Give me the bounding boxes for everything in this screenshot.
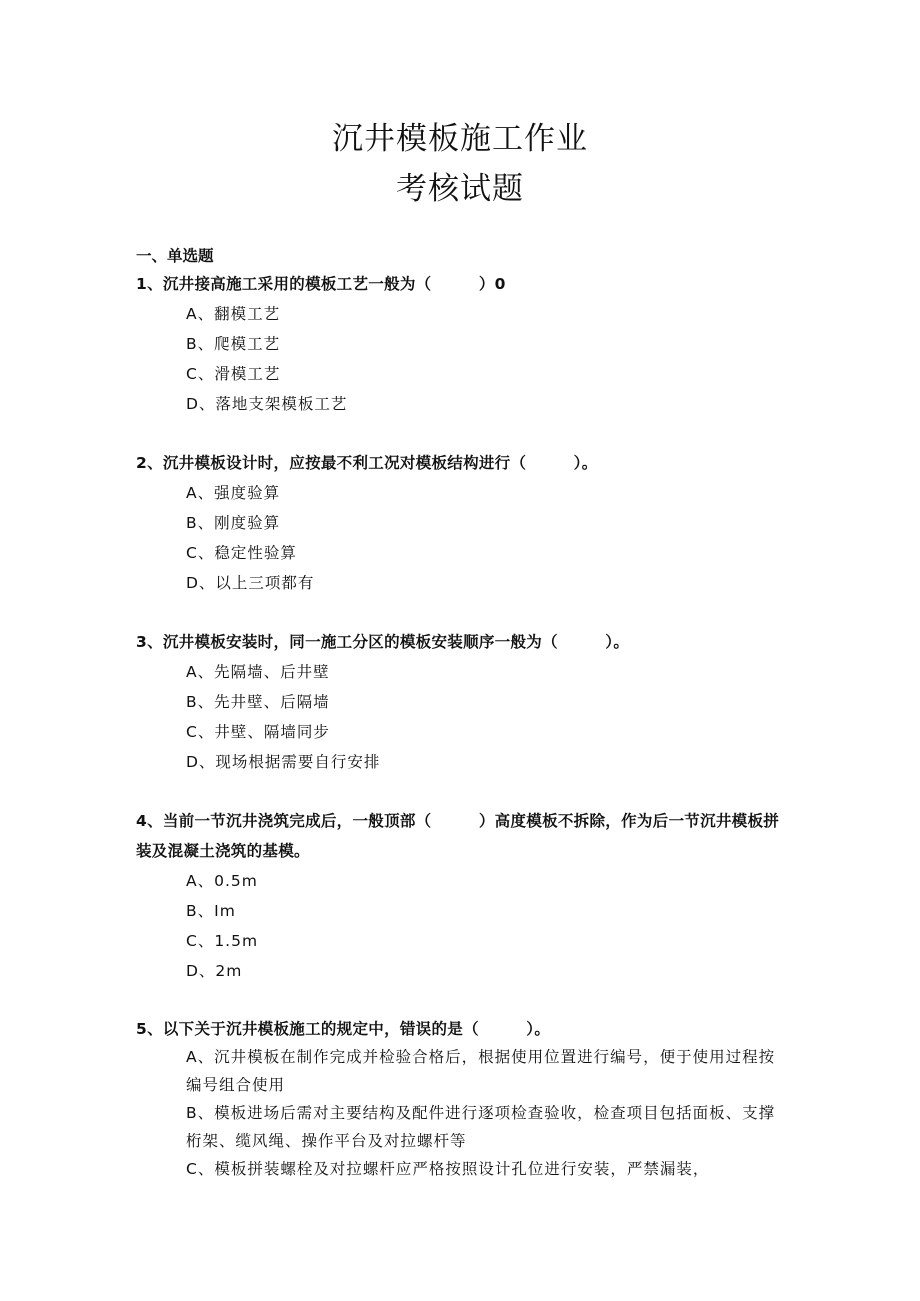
- question-2: 2、沉井模板设计时，应按最不利工况对模板结构进行（ ）。: [136, 454, 598, 472]
- question-1: 1、沉井接高施工采用的模板工艺一般为（ ）0: [136, 275, 506, 293]
- option-c: C、模板拼装螺栓及对拉螺杆应严格按照设计孔位进行安装，严禁漏装，: [186, 1160, 710, 1178]
- question-4: 4、当前一节沉井浇筑完成后，一般顶部（ ）高度模板不拆除，作为后一节沉井模板拼装及混凝土浇筑的基模。: [136, 812, 780, 860]
- option-a: A、沉井模板在制作完成并检验合格后，根据使用位置进行编号，便于使用过程按编号组合使用: [186, 1048, 776, 1094]
- option-c: C、滑模工艺: [186, 365, 281, 383]
- section-heading: 一、单选题: [136, 247, 214, 265]
- option-d: D、2m: [186, 962, 243, 980]
- option-d: D、落地支架模板工艺: [186, 395, 348, 413]
- option-d: D、以上三项都有: [186, 574, 315, 592]
- question-1-options: [186, 299, 786, 419]
- question-3-options: [186, 657, 786, 777]
- option-a: A、强度验算: [186, 484, 281, 502]
- option-b: B、模板进场后需对主要结构及配件进行逐项检查验收，检查项目包括面板、支撑桁架、缆风绳、操作平台及对拉螺杆等: [186, 1104, 776, 1150]
- question-5: 5、以下关于沉井模板施工的规定中，错误的是（ ）。: [136, 1020, 551, 1038]
- option-a: A、0.5m: [186, 872, 258, 890]
- option-a: A、先隔墙、后井壁: [186, 663, 330, 681]
- option-b: B、先井壁、后隔墙: [186, 693, 330, 711]
- option-b: B、Im: [186, 902, 236, 920]
- question-2-options: [186, 478, 786, 598]
- option-b: B、刚度验算: [186, 514, 281, 532]
- question-5-options: [186, 1043, 786, 1183]
- option-b: B、爬模工艺: [186, 335, 281, 353]
- question-3: 3、沉井模板安装时，同一施工分区的模板安装顺序一般为（ ）。: [136, 633, 630, 651]
- question-4-options: [186, 866, 786, 986]
- option-a: A、翻模工艺: [186, 305, 281, 323]
- option-c: C、1.5m: [186, 932, 259, 950]
- option-c: C、稳定性验算: [186, 544, 297, 562]
- option-c: C、井壁、隔墙同步: [186, 723, 330, 741]
- option-d: D、现场根据需要自行安排: [186, 753, 381, 771]
- page-subtitle: 考核试题: [396, 171, 524, 207]
- page-title: 沉井模板施工作业: [332, 121, 588, 157]
